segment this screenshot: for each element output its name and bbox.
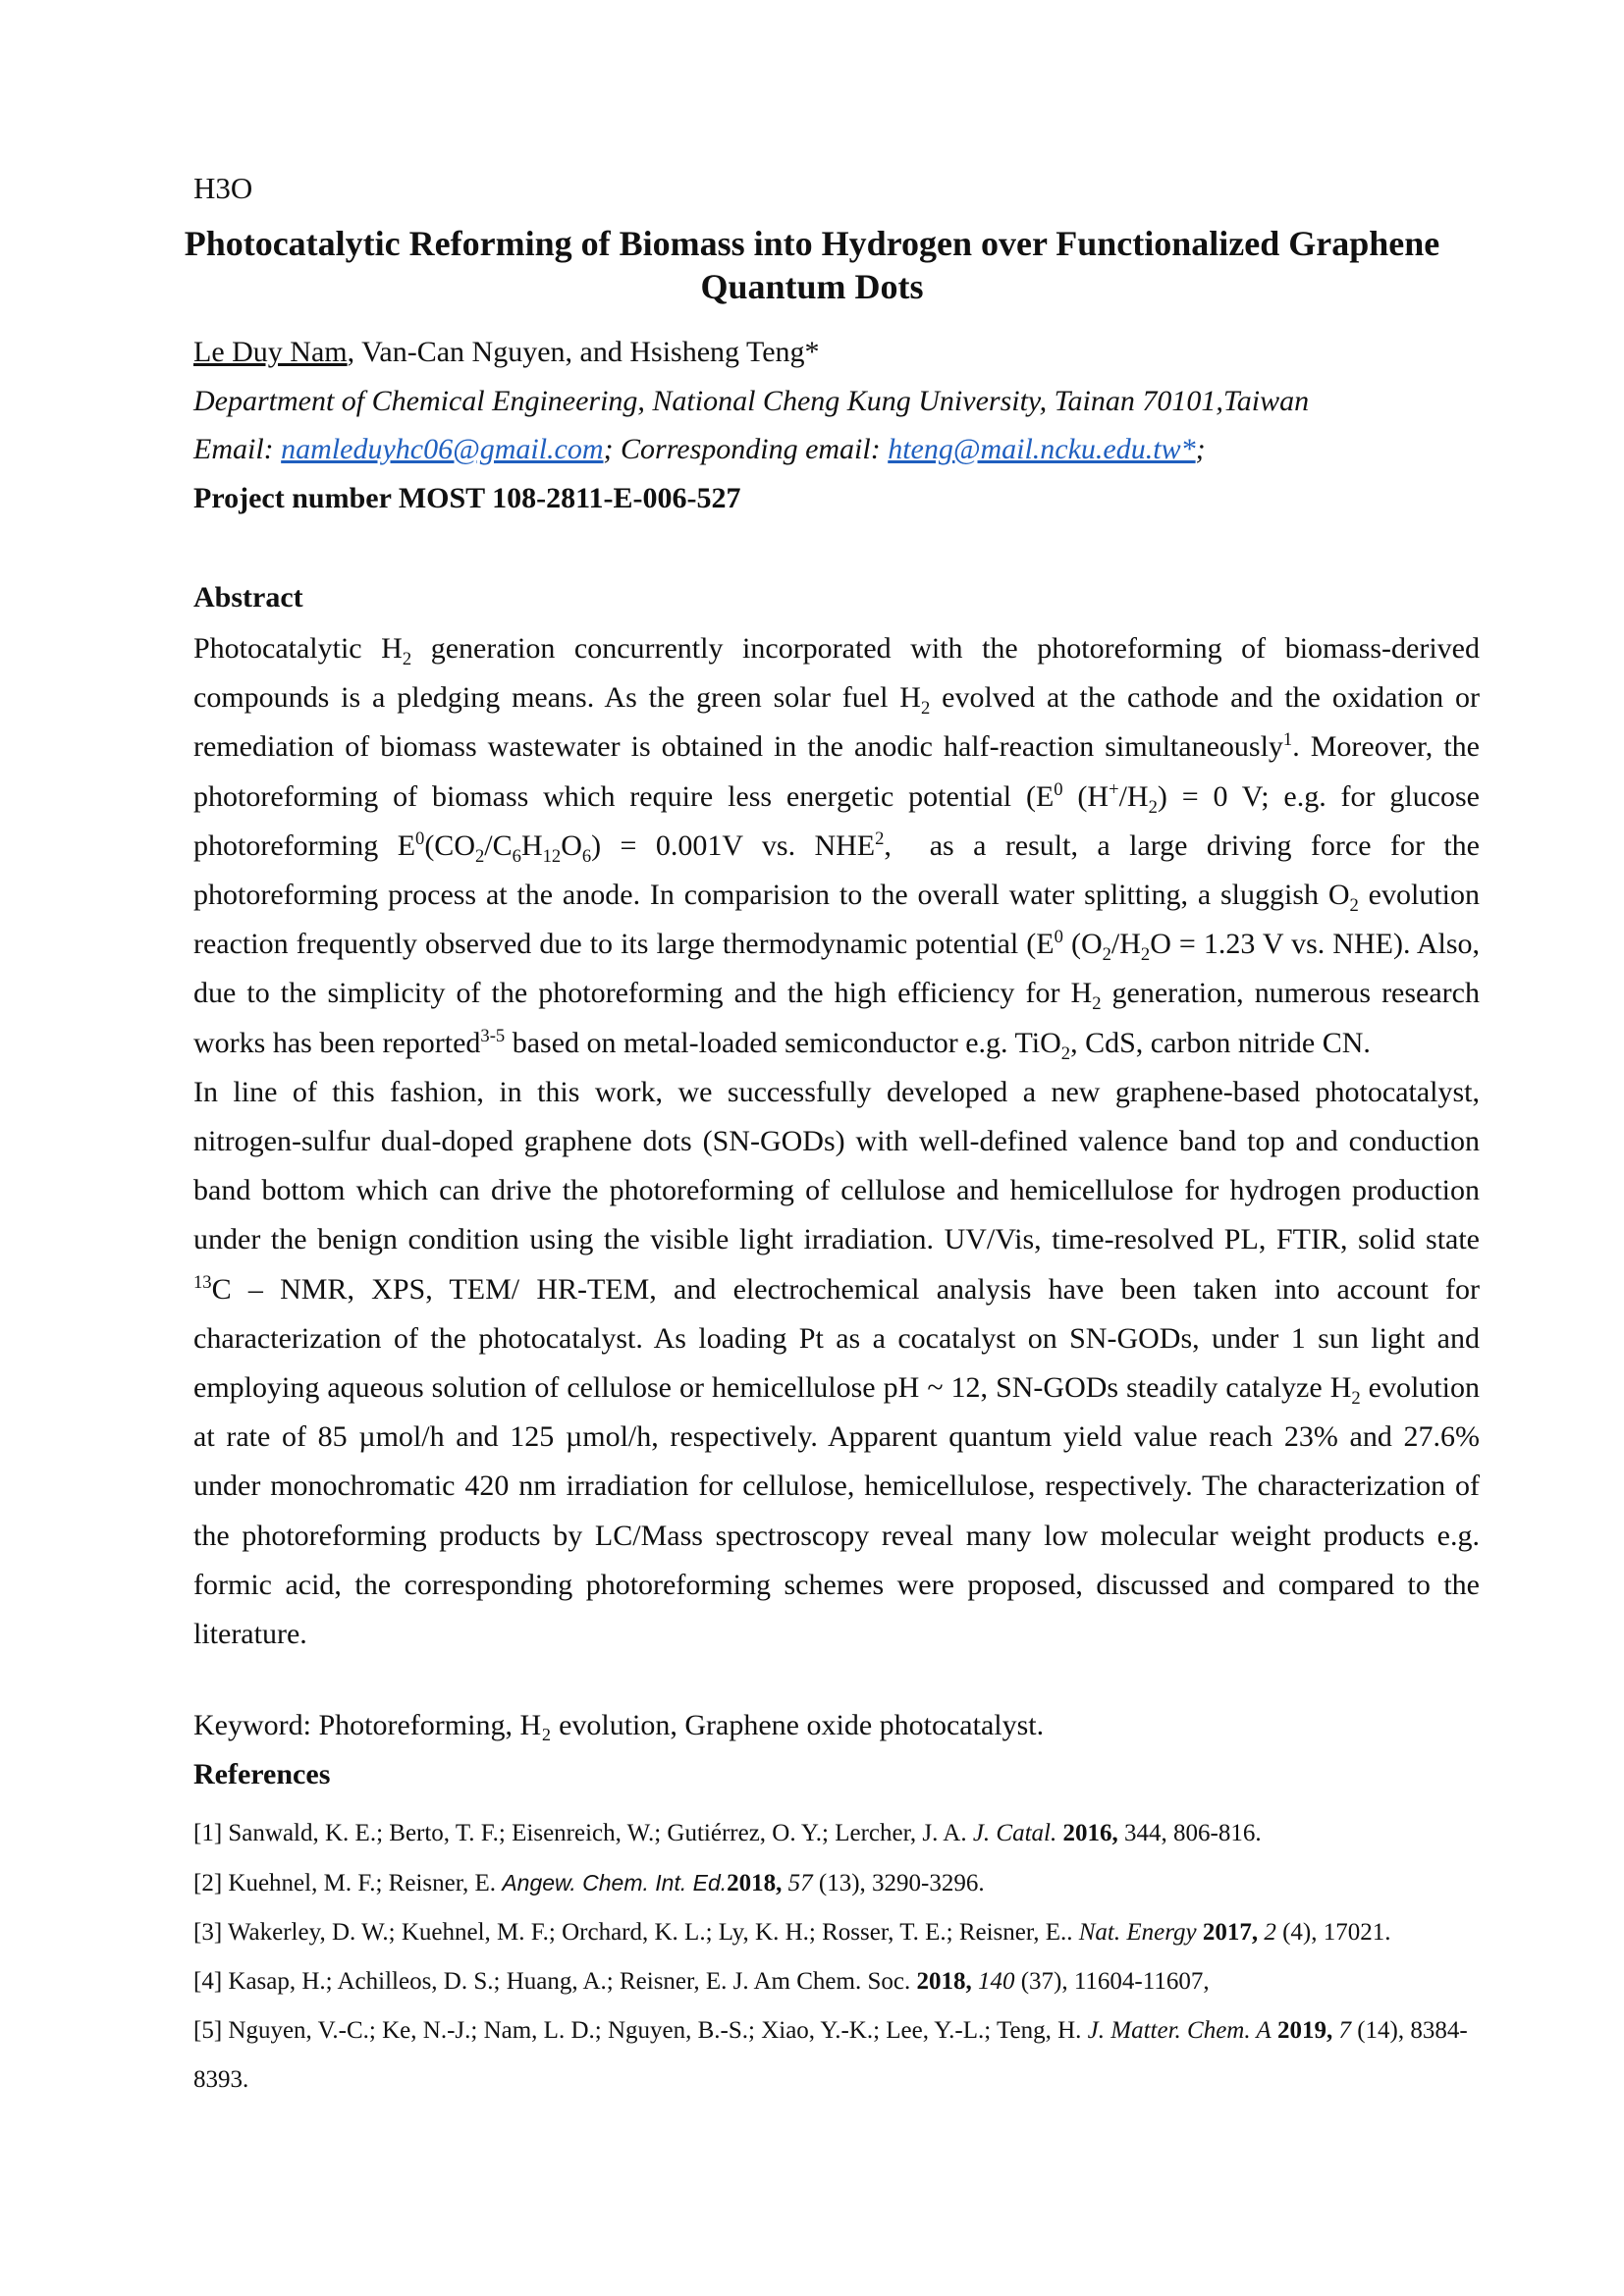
reference-item: [3] Wakerley, D. W.; Kuehnel, M. F.; Orchard, K. L.; Ly, K. H.; Rosser, T. E.; Reisner, E.. Nat. Energy 2017, 2 (4), 17021.	[193, 1919, 1391, 1946]
reference-item: [4] Kasap, H.; Achilleos, D. S.; Huang, A.; Reisner, E. J. Am Chem. Soc. 2018, 140 (37), 11604-11607,	[193, 1968, 1210, 1995]
affiliation: Department of Chemical Engineering, National Cheng Kung University, Tainan 70101,Taiwan	[193, 385, 1310, 417]
project-number: Project number MOST 108-2811-E-006-527	[193, 482, 741, 514]
paper-title: Photocatalytic Reforming of Biomass into Hydrogen over Functionalized Graphene Quantum Dots	[184, 224, 1440, 306]
abstract-heading: Abstract	[193, 581, 303, 614]
reference-list	[193, 1809, 1480, 2105]
abstract-paragraph: Photocatalytic $H_2$ generation concurrently incorporated with the photoreforming of biomass-derived compounds is a pledging means. As the green solar fuel $H_2$ evolved at the cathode and the oxidation or remediation of biomass wastewater is obtained in the anodic half-reaction simultaneously$^1$. Moreover, the photoreforming of biomass which require less energetic potential ($E^0$ $(H^+/H_2) = 0$ V; e.g. for glucose photoreforming $E^0(CO_2/C_6H_{12}O_6) = 0.001V$ vs. NHE$^2$, as a result, a large driving force for the photoreforming process at the anode. In comparision to the overall water splitting, a sluggish $O_2$ evolution reaction frequently observed due to its large thermodynamic potential ($E^0$ ($O_2/H_2O = 1.23$ V vs. NHE). Also, due to the simplicity of the photoreforming and the high efficiency for $H_2$ generation, numerous research works has been reported$^{3-5}$ based on metal-loaded semiconductor e.g. TiO$_2$, CdS, carbon nitride CN.	[193, 632, 1481, 1064]
references-heading: References	[193, 1758, 331, 1790]
reference-item: [1] Sanwald, K. E.; Berto, T. F.; Eisenreich, W.; Gutiérrez, O. Y.; Lercher, J. A. J. Catal. 2016, 344, 806-816.	[193, 1820, 1262, 1846]
reference-item: [2] Kuehnel, M. F.; Reisner, E. Angew. Chem. Int. Ed.2018, 57 (13), 3290-3296.	[193, 1870, 985, 1896]
reference-item: [5] Nguyen, V.-C.; Ke, N.-J.; Nam, L. D.; Nguyen, B.-S.; Xiao, Y.-K.; Lee, Y.-L.; Teng, H. J. Matter. Chem. A 2019, 7 (14), 8384-8393.	[193, 2017, 1468, 2093]
abstract-paragraph: In line of this fashion, in this work, we successfully developed a new graphene-based photocatalyst, nitrogen-sulfur dual-doped graphene dots (SN-GODs) with well-defined valence band top and conduction band bottom which can drive the photoreforming of cellulose and hemicellulose for hydrogen production under the benign condition using the visible light irradiation. UV/Vis, time-resolved PL, FTIR, solid state $^{13}$C – NMR, XPS, TEM/ HR-TEM, and electrochemical analysis have been taken into account for characterization of the photocatalyst. As loading Pt as a cocatalyst on SN-GODs, under 1 sun light and employing aqueous solution of cellulose or hemicellulose pH ~ 12, SN-GODs steadily catalyze $H_2$ evolution at rate of 85 µmol/h and 125 µmol/h, respectively. Apparent quantum yield value reach 23% and 27.6% under monochromatic 420 nm irradiation for cellulose, hemicellulose, respectively. The characterization of the photoreforming products by LC/Mass spectroscopy reveal many low molecular weight products e.g. formic acid, the corresponding photoreforming schemes were proposed, discussed and compared to the literature.	[193, 1075, 1480, 1651]
email-link-corresponding[interactable]: hteng@mail.ncku.edu.tw*	[888, 433, 1196, 465]
session-code: H3O	[193, 171, 253, 205]
email-line: Email: namleduyhc06@gmail.com; Corresponding email: hteng@mail.ncku.edu.tw*;	[193, 433, 1206, 465]
keywords: Keyword: Photoreforming, H₂ evolution, Graphene oxide photocatalyst.	[193, 1709, 1045, 1741]
author-list	[193, 333, 820, 372]
email-link-author[interactable]: namleduyhc06@gmail.com	[281, 433, 604, 465]
abstract-body	[193, 624, 1480, 1659]
co-authors: , Van-Can Nguyen, and Hsisheng Teng*	[347, 336, 820, 368]
first-author: Le Duy Nam	[193, 336, 348, 368]
